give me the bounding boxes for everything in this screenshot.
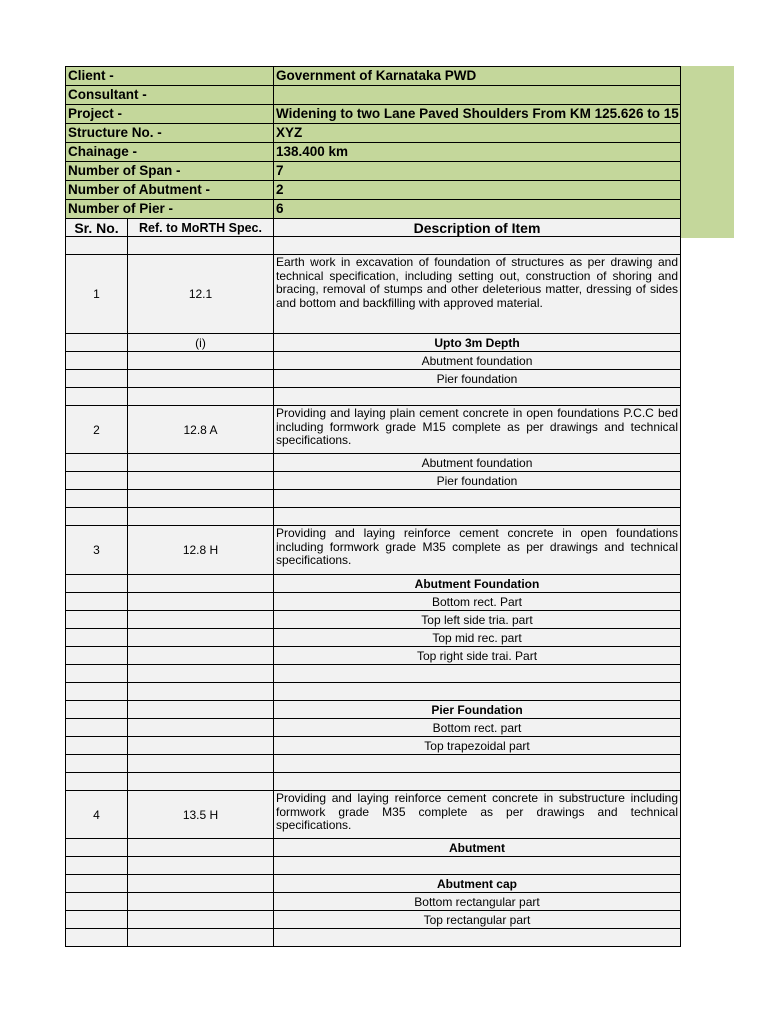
cell-desc[interactable]	[274, 755, 681, 773]
column-header-sr[interactable]: Sr. No.	[66, 219, 128, 237]
cell-sr[interactable]: 2	[66, 406, 128, 454]
table-row	[66, 791, 681, 839]
cell-desc[interactable]: Bottom rect. part	[274, 719, 681, 737]
cell-sr[interactable]	[66, 472, 128, 490]
cell-sr[interactable]	[66, 593, 128, 611]
cell-ref[interactable]	[128, 911, 274, 929]
table-row	[66, 719, 681, 737]
column-header-row	[66, 219, 681, 237]
cell-sr[interactable]	[66, 929, 128, 947]
cell-ref[interactable]	[128, 647, 274, 665]
header-label[interactable]: Project -	[66, 105, 274, 124]
cell-desc[interactable]: Top trapezoidal part	[274, 737, 681, 755]
cell-sr[interactable]	[66, 370, 128, 388]
table-row	[66, 406, 681, 454]
table-row	[66, 773, 681, 791]
cell-ref[interactable]	[128, 839, 274, 857]
cell-sr[interactable]	[66, 683, 128, 701]
cell-ref[interactable]	[128, 593, 274, 611]
cell-sr[interactable]	[66, 911, 128, 929]
column-header-ref[interactable]: Ref. to MoRTH Spec.	[128, 219, 274, 237]
header-label[interactable]: Number of Abutment -	[66, 181, 274, 200]
header-label[interactable]: Consultant -	[66, 86, 274, 105]
cell-desc[interactable]: Providing and laying reinforce cement concrete in open foundations including formwork grade M35 complete as per drawings and technical specifications.	[274, 526, 681, 575]
cell-sr[interactable]	[66, 352, 128, 370]
cell-desc[interactable]	[274, 508, 681, 526]
cell-sr[interactable]	[66, 334, 128, 352]
header-value[interactable]: 2	[274, 181, 681, 200]
cell-desc[interactable]: Abutment	[274, 839, 681, 857]
table-row	[66, 255, 681, 334]
cell-ref[interactable]	[128, 893, 274, 911]
cell-desc[interactable]	[274, 665, 681, 683]
table-row	[66, 611, 681, 629]
table-row	[66, 472, 681, 490]
cell-sr[interactable]	[66, 490, 128, 508]
table-row	[66, 683, 681, 701]
cell-ref[interactable]: 13.5 H	[128, 791, 274, 839]
table-row	[66, 701, 681, 719]
header-value[interactable]	[274, 86, 681, 105]
cell-sr[interactable]	[66, 719, 128, 737]
cell-desc[interactable]: Top left side tria. part	[274, 611, 681, 629]
cell-sr[interactable]	[66, 839, 128, 857]
cell-sr[interactable]	[66, 755, 128, 773]
cell-ref[interactable]: (i)	[128, 334, 274, 352]
cell-desc[interactable]: Bottom rectangular part	[274, 893, 681, 911]
cell-ref[interactable]: 12.8 H	[128, 526, 274, 575]
cell-ref[interactable]	[128, 857, 274, 875]
header-value[interactable]: 138.400 km	[274, 143, 681, 162]
cell-ref[interactable]	[128, 665, 274, 683]
header-label[interactable]: Chainage -	[66, 143, 274, 162]
table-row	[66, 839, 681, 857]
cell-sr[interactable]	[66, 508, 128, 526]
cell-desc[interactable]: Top right side trai. Part	[274, 647, 681, 665]
table-row	[66, 370, 681, 388]
table-row	[66, 526, 681, 575]
table-row	[66, 454, 681, 472]
cell-sr[interactable]	[66, 611, 128, 629]
cell-desc[interactable]: Providing and laying plain cement concrete in open foundations P.C.C bed including formwork grade M15 complete as per drawings and technical specifications.	[274, 406, 681, 454]
header-value[interactable]: 7	[274, 162, 681, 181]
header-row-client	[66, 67, 681, 86]
cell-ref[interactable]	[128, 454, 274, 472]
item-rows	[66, 237, 681, 947]
header-row-project	[66, 105, 681, 124]
header-row-structure	[66, 124, 681, 143]
cell-desc[interactable]	[274, 490, 681, 508]
table-row	[66, 575, 681, 593]
cell-desc[interactable]: Abutment foundation	[274, 454, 681, 472]
header-row-chainage	[66, 143, 681, 162]
cell-desc[interactable]	[274, 237, 681, 255]
cell-ref[interactable]: 12.8 A	[128, 406, 274, 454]
cell-desc[interactable]	[274, 388, 681, 406]
header-row-pier	[66, 200, 681, 219]
cell-sr[interactable]	[66, 665, 128, 683]
cell-ref[interactable]	[128, 508, 274, 526]
cell-sr[interactable]: 4	[66, 791, 128, 839]
cell-desc[interactable]: Top mid rec. part	[274, 629, 681, 647]
table-row	[66, 875, 681, 893]
column-header-desc[interactable]: Description of Item	[274, 219, 681, 237]
table-row	[66, 388, 681, 406]
cell-ref[interactable]	[128, 352, 274, 370]
cell-ref[interactable]	[128, 629, 274, 647]
header-label[interactable]: Number of Span -	[66, 162, 274, 181]
cell-ref[interactable]	[128, 370, 274, 388]
cell-ref[interactable]	[128, 490, 274, 508]
cell-desc[interactable]: Upto 3m Depth	[274, 334, 681, 352]
table-row	[66, 352, 681, 370]
boq-sheet	[65, 66, 681, 947]
header-row-consultant	[66, 86, 681, 105]
cell-sr[interactable]	[66, 737, 128, 755]
table-row	[66, 665, 681, 683]
cell-desc[interactable]: Pier foundation	[274, 370, 681, 388]
header-value[interactable]: Widening to two Lane Paved Shoulders From KM 125.626 to 15	[274, 105, 681, 124]
cell-desc[interactable]: Abutment Foundation	[274, 575, 681, 593]
table-row	[66, 237, 681, 255]
header-row-span	[66, 162, 681, 181]
cell-desc[interactable]	[274, 773, 681, 791]
cell-sr[interactable]	[66, 701, 128, 719]
table-row	[66, 508, 681, 526]
cell-sr[interactable]	[66, 454, 128, 472]
cell-ref[interactable]	[128, 773, 274, 791]
cell-sr[interactable]	[66, 875, 128, 893]
cell-sr[interactable]	[66, 857, 128, 875]
header-value[interactable]: Government of Karnataka PWD	[274, 67, 681, 86]
cell-ref[interactable]	[128, 929, 274, 947]
cell-desc[interactable]: Abutment cap	[274, 875, 681, 893]
header-label[interactable]: Number of Pier -	[66, 200, 274, 219]
cell-desc[interactable]: Pier Foundation	[274, 701, 681, 719]
cell-ref[interactable]	[128, 575, 274, 593]
cell-ref[interactable]	[128, 755, 274, 773]
cell-ref[interactable]	[128, 701, 274, 719]
cell-desc[interactable]: Providing and laying reinforce cement concrete in substructure including formwork grade M35 complete as per drawings and technical specifications.	[274, 791, 681, 839]
cell-sr[interactable]	[66, 647, 128, 665]
table-row	[66, 647, 681, 665]
table-row	[66, 893, 681, 911]
cell-desc[interactable]: Earth work in excavation of foundation of structures as per drawing and technical specification, including setting out, construction of shoring and bracing, removal of stumps and other deleterious matter, dressing of sides and bottom and backfilling with approved material.	[274, 255, 681, 334]
cell-ref[interactable]	[128, 388, 274, 406]
cell-sr[interactable]	[66, 629, 128, 647]
table-row	[66, 490, 681, 508]
header-value[interactable]: 6	[274, 200, 681, 219]
cell-sr[interactable]	[66, 575, 128, 593]
cell-desc[interactable]: Bottom rect. Part	[274, 593, 681, 611]
cell-desc[interactable]: Top rectangular part	[274, 911, 681, 929]
cell-ref[interactable]: 12.1	[128, 255, 274, 334]
cell-ref[interactable]	[128, 719, 274, 737]
cell-desc[interactable]: Abutment foundation	[274, 352, 681, 370]
cell-sr[interactable]: 3	[66, 526, 128, 575]
cell-desc[interactable]	[274, 683, 681, 701]
cell-ref[interactable]	[128, 472, 274, 490]
header-label[interactable]: Client -	[66, 67, 274, 86]
table-row	[66, 629, 681, 647]
cell-sr[interactable]: 1	[66, 255, 128, 334]
table-row	[66, 857, 681, 875]
cell-sr[interactable]	[66, 237, 128, 255]
cell-sr[interactable]	[66, 388, 128, 406]
cell-desc[interactable]	[274, 929, 681, 947]
cell-desc[interactable]	[274, 857, 681, 875]
table-row	[66, 911, 681, 929]
table-row	[66, 929, 681, 947]
cell-ref[interactable]	[128, 875, 274, 893]
table-row	[66, 755, 681, 773]
header-row-abutment	[66, 181, 681, 200]
cell-ref[interactable]	[128, 237, 274, 255]
cell-sr[interactable]	[66, 893, 128, 911]
table-row	[66, 593, 681, 611]
table-row	[66, 737, 681, 755]
cell-sr[interactable]	[66, 773, 128, 791]
table-row	[66, 334, 681, 352]
cell-ref[interactable]	[128, 683, 274, 701]
cell-ref[interactable]	[128, 611, 274, 629]
cell-ref[interactable]	[128, 737, 274, 755]
header-value[interactable]: XYZ	[274, 124, 681, 143]
header-label[interactable]: Structure No. -	[66, 124, 274, 143]
header-fill-block	[680, 66, 734, 238]
cell-desc[interactable]: Pier foundation	[274, 472, 681, 490]
